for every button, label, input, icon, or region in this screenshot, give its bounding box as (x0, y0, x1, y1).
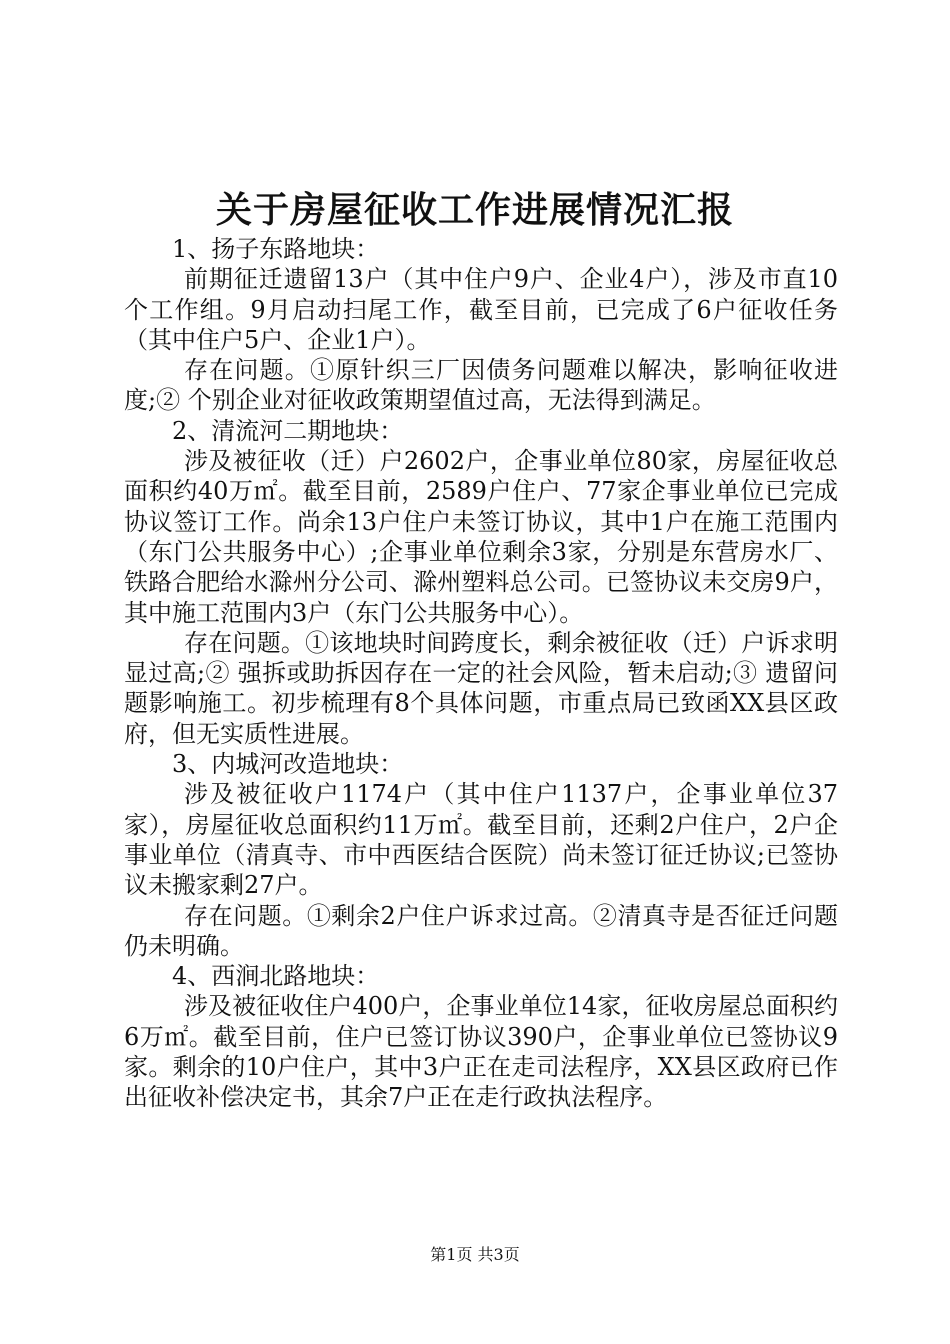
paragraph-xijian-progress: 涉及被征收住户400户，企事业单位14家，征收房屋总面积约6万㎡。截至目前，住户已签订协议390户，企事业单位已签协议9家。剩余的10户住户，其中3户正在走司法程序，XX县区政府已作出征收补偿决定书，其余7户正在走行政执法程序。 (124, 992, 838, 1112)
section-heading-yangzi-east-road: 1、扬子东路地块： (172, 235, 380, 263)
section-heading-qingliu-river-phase2: 2、清流河二期地块： (172, 416, 404, 445)
paragraph-inner-city-issues: 存在问题。①剩余2户住户诉求过高。②清真寺是否征迁问题仍未明确。 (124, 901, 838, 960)
paragraph-inner-city-progress: 涉及被征收户1174户（其中住户1137户，企事业单位37家），房屋征收总面积约11万㎡。截至目前，还剩2户住户，2户企事业单位（清真寺、市中西医结合医院）尚未签订征迁协议;已签协议未搬家剩27户。 (124, 780, 838, 900)
paragraph-yangzi-progress: 前期征迁遗留13户（其中住户9户、企业4户），涉及市直10个工作组。9月启动扫尾工作，截至目前，已完成了6户征收任务（其中住户5户、企业1户）。 (124, 265, 838, 354)
paragraph-yangzi-issues: 存在问题。①原针织三厂因债务问题难以解决，影响征收进度;② 个别企业对征收政策期望值过高，无法得到满足。 (124, 356, 838, 415)
section-heading-xijian-north-road: 4、西涧北路地块： (172, 962, 380, 991)
section-heading-inner-city-river: 3、内城河改造地块： (172, 750, 404, 779)
paragraph-qingliu-issues: 存在问题。①该地块时间跨度长，剩余被征收（迁）户诉求明显过高;② 强拆或助拆因存在一定的社会风险，暂未启动;③ 遗留问题影响施工。初步梳理有8个具体问题，市重点局已致函XX县区政府，但无实质性进展。 (124, 628, 838, 748)
page-number: 第1页 共3页 (430, 1245, 520, 1264)
paragraph-qingliu-progress: 涉及被征收（迁）户2602户，企事业单位80家，房屋征收总面积约40万㎡。截至目前，2589户住户、77家企事业单位已完成协议签订工作。尚余13户住户未签订协议，其中1户在施工范围内（东门公共服务中心）;企事业单位剩余3家，分别是东营房水厂、铁路合肥给水滁州分公司、滁州塑料总公司。已签协议未交房9户，其中施工范围内3户（东门公共服务中心）。 (124, 447, 838, 627)
document-body (124, 234, 838, 1113)
document-title: 关于房屋征收工作进展情况汇报 (215, 189, 734, 231)
